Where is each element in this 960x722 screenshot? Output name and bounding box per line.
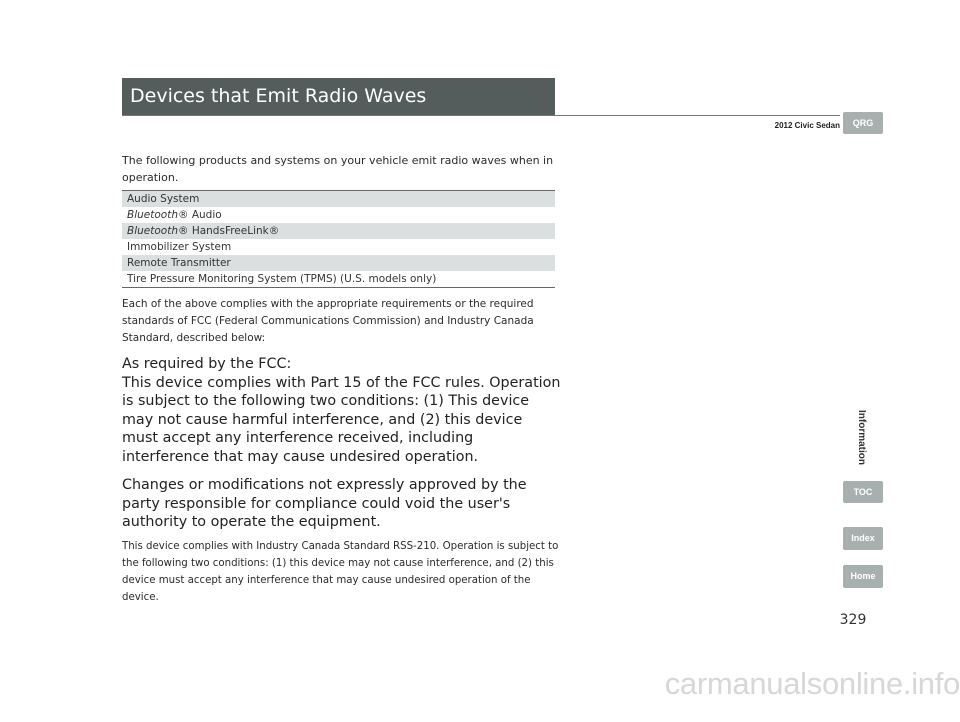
intro-paragraph: The following products and systems on your vehicle emit radio waves when in operation.: [122, 154, 554, 184]
fcc-section: [122, 355, 562, 532]
vehicle-model: 2012 Civic Sedan: [774, 121, 840, 130]
page-number: 329: [839, 612, 867, 628]
qrg-button[interactable]: QRG: [843, 112, 883, 134]
compliance-paragraph: Each of the above complies with the appropriate requirements or the required standards of FCC (Federal Communications Commission) and Industry Canada Standard, described below:: [122, 298, 534, 344]
title-divider: [122, 115, 840, 116]
table-row: Audio System: [122, 191, 555, 207]
systems-table: [122, 190, 555, 288]
toc-button[interactable]: TOC: [843, 481, 883, 503]
page-title: Devices that Emit Radio Waves: [122, 78, 555, 115]
table-row: Remote Transmitter: [122, 255, 555, 271]
fcc-changes-paragraph: Changes or modifications not expressly approved by the party responsible for compliance could void the user's authority to operate the equipment.: [122, 477, 527, 530]
table-row: Bluetooth® HandsFreeLink®: [122, 223, 555, 239]
index-button[interactable]: Index: [843, 527, 883, 550]
fcc-heading: As required by the FCC:: [122, 356, 292, 372]
fcc-paragraph: This device complies with Part 15 of the FCC rules. Operation is subject to the following two conditions: (1) This device may not cause harmful interference, and (2) this device must accept any interference received, including interference that may cause undesired operation.: [122, 374, 561, 465]
industry-canada-paragraph: This device complies with Industry Canada Standard RSS-210. Operation is subject to the following two conditions: (1) this device may not cause interference, and (2) this device must accept any interference that may cause undesired operation of the device.: [122, 541, 559, 603]
table-row: Bluetooth® Audio: [127, 209, 222, 221]
table-row: Immobilizer System: [127, 241, 232, 253]
watermark: carmanualsonline.info: [664, 666, 960, 701]
home-button[interactable]: Home: [843, 565, 883, 588]
section-tab-information: Information: [856, 410, 867, 465]
table-row: Tire Pressure Monitoring System (TPMS) (U.S. models only): [127, 273, 437, 285]
